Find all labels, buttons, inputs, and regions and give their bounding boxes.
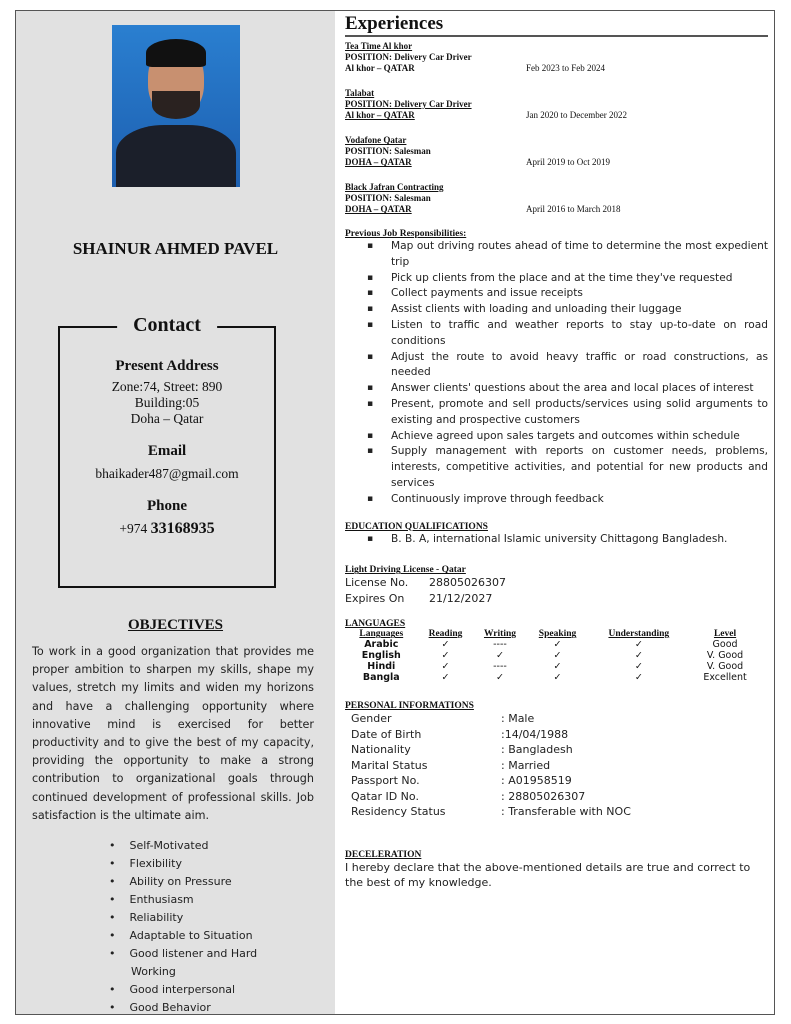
objectives-text: To work in a good organization that provides me proper ambition to sharpen my skills, shape my values, stretch my limits and widen my horizons and have a challenging opportunity where innovative mind is exercised for better productivity and to give the best of my capacity, providing the opportunity to make a strong contribution to organizational goals through continued development of professional skills. Job satisfaction is the ultimate aim. [32,645,314,822]
language-cell: ✓ [553,672,562,684]
job-dates: Feb 2023 to Feb 2024 [526,63,606,73]
personal-value: : Transferable with NOC [501,805,631,819]
language-cell: Arabic [364,639,399,651]
license-number: 28805026307 [429,576,506,590]
trait-item: • Ability on Pressure [109,873,259,891]
language-row [345,672,761,683]
personal-value: : Bangladesh [501,743,573,757]
job-entry [345,182,768,215]
personal-label: Marital Status [351,758,428,772]
language-cell: Good [712,639,738,651]
trait-item: • Self-Motivated [109,837,259,855]
language-cell: ---- [493,661,507,673]
profile-photo [112,25,240,187]
languages-table [345,629,761,683]
personal-label: Date of Birth [351,727,422,741]
languages-title: LANGUAGES [345,619,406,630]
job-position: POSITION: Salesman [345,193,431,203]
job-position: POSITION: Delivery Car Driver [345,52,472,62]
personal-row [351,804,768,820]
language-cell: ---- [493,639,507,651]
phone-number: 33168935 [150,520,215,537]
email-value[interactable]: bhaikader487@gmail.com [95,466,239,481]
personal-info [345,711,768,820]
language-column-header: Writing [483,629,516,640]
trait-item: • Enthusiasm [109,891,259,909]
job-location: DOHA – QATAR [345,157,412,167]
personal-value: : Married [501,758,551,772]
contact-box [58,314,276,588]
personal-value: : 28805026307 [501,789,586,803]
responsibility-item: ▪ Pick up clients from the place and at the time they've requested [391,271,768,287]
license-expiry-label: Expires On [345,592,405,606]
education-title: EDUCATION QUALIFICATIONS [345,521,488,532]
responsibilities-title: Previous Job Responsibilities: [345,229,467,239]
personal-label: Gender [351,712,392,726]
language-cell: ✓ [496,672,504,684]
personal-value: : A01958519 [501,774,572,788]
language-cell: ✓ [634,672,643,684]
personal-row [351,773,768,789]
candidate-name: SHAINUR AHMED PAVEL [72,239,279,258]
address-line: Doha – Qatar [130,411,204,426]
job-company: Vodafone Qatar [345,135,407,145]
job-company: Black Jafran Contracting [345,182,444,192]
left-sidebar [16,11,335,1014]
objectives-title: OBJECTIVES [127,617,224,633]
job-dates: Jan 2020 to December 2022 [526,110,627,120]
personal-label: Nationality [351,743,411,757]
job-position: POSITION: Salesman [345,146,431,156]
language-cell: Bangla [362,672,400,684]
language-cell: ✓ [634,639,643,651]
job-dates: April 2019 to Oct 2019 [526,157,610,167]
personal-value: : Male [501,712,535,726]
address-line: Building:05 [134,395,200,410]
resume-page [15,10,775,1015]
personal-row [351,742,768,758]
language-column-header: Speaking [538,629,577,640]
personal-title: PERSONAL INFORMATIONS [345,701,474,712]
language-cell: V. Good [706,650,744,662]
trait-item: • Adaptable to Situation [109,927,259,945]
language-cell: ✓ [441,650,450,662]
language-cell: ✓ [634,661,643,673]
trait-item: • Good listener and Hard Working [109,945,259,981]
trait-item: • Good interpersonal [109,981,259,999]
personal-row [351,789,768,805]
email-label: Email [147,443,187,459]
personal-row [351,711,768,727]
responsibility-item: ▪ Supply management with reports on customer needs, problems, interests, competitive activities, and potential for new products and services [391,444,768,491]
job-dates: April 2016 to March 2018 [526,204,621,214]
language-cell: ✓ [441,661,450,673]
trait-item: • Flexibility [109,855,259,873]
language-cell: ✓ [553,661,562,673]
education-list [345,532,768,548]
personal-row [351,758,768,774]
language-cell: ✓ [553,650,562,662]
language-row [345,661,761,672]
personal-row [351,727,768,743]
language-row [345,639,761,650]
language-cell: ✓ [553,639,562,651]
experiences-title: Experiences [345,13,768,37]
language-cell: V. Good [706,661,744,673]
responsibility-item: ▪ Answer clients' questions about the area and local places of interest [391,381,768,397]
personal-label: Residency Status [351,805,446,819]
responsibility-item: ▪ Present, promote and sell products/services using solid arguments to existing and prospective customers [391,397,768,429]
license-number-label: License No. [345,576,409,590]
license-title: Light Driving License - Qatar [345,565,466,576]
language-cell: ✓ [496,650,504,662]
personal-label: Qatar ID No. [351,789,419,803]
personal-value: :14/04/1988 [501,727,569,741]
responsibility-item: ▪ Listen to traffic and weather reports to stay up-to-date on road conditions [391,318,768,350]
language-column-header: Understanding [608,629,670,640]
job-company: Tea Time Al khor [345,41,413,51]
language-column-header: Level [713,629,737,640]
responsibility-item: ▪ Map out driving routes ahead of time to determine the most expedient trip [391,239,768,271]
job-position: POSITION: Delivery Car Driver [345,99,472,109]
language-cell: Hindi [367,661,396,673]
language-cell: English [361,650,401,662]
job-location: Al khor – QATAR [345,110,415,120]
main-content [335,11,774,1014]
declaration-title: DECELERATION [345,849,422,860]
job-company: Talabat [345,88,375,98]
responsibilities-list [345,239,768,508]
personal-label: Passport No. [351,774,420,788]
responsibility-item: ▪ Achieve agreed upon sales targets and outcomes within schedule [391,429,768,445]
responsibility-item: ▪ Collect payments and issue receipts [391,286,768,302]
job-entry [345,88,768,121]
address-line: Zone:74, Street: 890 [111,379,223,394]
trait-item: • Good Behavior [109,999,259,1017]
language-row [345,650,761,661]
language-column-header: Languages [359,629,404,640]
education-item: ▪ B. B. A, international Islamic university Chittagong Bangladesh. [391,532,768,548]
traits-list [109,837,259,1017]
responsibility-item: ▪ Assist clients with loading and unloading their luggage [391,302,768,318]
language-cell: ✓ [441,639,450,651]
language-column-header: Reading [428,629,463,640]
responsibility-item: ▪ Adjust the route to avoid heavy traffic or road constructions, as needed [391,350,768,382]
phone-prefix: +974 [119,521,148,536]
language-cell: ✓ [634,650,643,662]
declaration-text: I hereby declare that the above-mentioned details are true and correct to the best of my knowledge. [345,860,751,889]
responsibility-item: ▪ Continuously improve through feedback [391,492,768,508]
job-entry [345,41,768,74]
trait-item: • Reliability [109,909,259,927]
job-entry [345,135,768,168]
language-cell: ✓ [441,672,450,684]
contact-title: Contact [117,314,217,337]
address-label: Present Address [115,358,219,374]
job-location: Al khor – QATAR [345,63,415,73]
license-expiry: 21/12/2027 [429,592,493,606]
job-location: DOHA – QATAR [345,204,412,214]
language-cell: Excellent [703,672,747,684]
phone-label: Phone [146,498,187,514]
